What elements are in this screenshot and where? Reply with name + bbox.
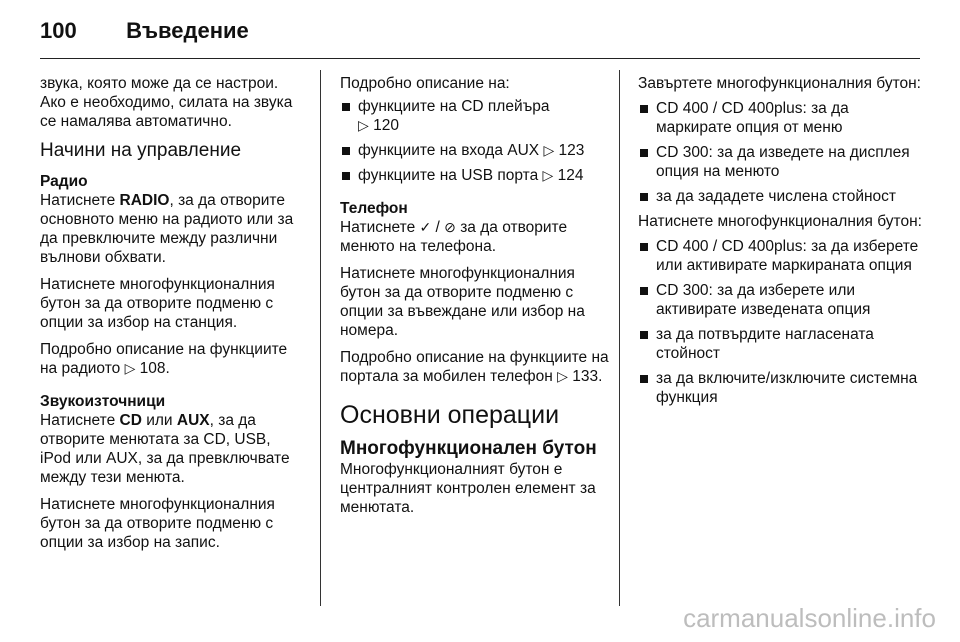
page-ref-arrow-icon: ▷ bbox=[542, 167, 554, 183]
key-aux: AUX bbox=[176, 412, 210, 429]
paragraph: Подробно описание на функциите на радиото ▷ 108. bbox=[40, 341, 288, 377]
page-ref[interactable]: 133. bbox=[572, 368, 603, 385]
subheading-sources: Звукоизточници bbox=[40, 393, 166, 410]
column-divider bbox=[320, 70, 321, 606]
header-divider bbox=[40, 58, 920, 59]
list-item: за да включите/изключите системна функция bbox=[638, 369, 923, 407]
subheading-multifunction: Многофункционален бутон bbox=[340, 438, 597, 459]
bullet-icon bbox=[640, 193, 648, 201]
phone-answer-icon: ✓ bbox=[419, 219, 432, 235]
bullet-icon bbox=[342, 103, 350, 111]
paragraph: Натиснете RADIO, за да отворите основното меню на радиото или за да превключите между различни вълнови обхвати. bbox=[40, 192, 294, 266]
section-heading: Начини на управление bbox=[40, 140, 242, 161]
list-item: CD 400 / CD 400plus: за да маркирате опция от меню bbox=[638, 99, 923, 137]
list-item: CD 300: за да изведете на дисплея опция на менюто bbox=[638, 143, 923, 181]
page-ref-arrow-icon: ▷ bbox=[358, 117, 369, 133]
page-ref[interactable]: 123 bbox=[558, 142, 585, 159]
column-divider bbox=[619, 70, 620, 606]
press-list bbox=[638, 237, 923, 407]
paragraph: Завъртете многофункционалния бутон: bbox=[638, 75, 921, 92]
page-ref-arrow-icon: ▷ bbox=[543, 142, 555, 158]
paragraph: Подробно описание на: bbox=[340, 75, 510, 92]
page-ref-arrow-icon: ▷ bbox=[557, 368, 568, 384]
paragraph: Подробно описание на функциите на портала за мобилен телефон ▷ 133. bbox=[340, 349, 609, 385]
bullet-icon bbox=[342, 172, 350, 180]
paragraph: Натиснете многофункционалния бутон за да отворите подменю с опции за въвеждане или избор на номера. bbox=[340, 265, 585, 339]
list-item: CD 400 / CD 400plus: за да изберете или активирате маркираната опция bbox=[638, 237, 923, 275]
bullet-icon bbox=[640, 331, 648, 339]
list-item: за да потвърдите нагласената стойност bbox=[638, 325, 923, 363]
bullet-icon bbox=[640, 243, 648, 251]
list-item: CD 300: за да изберете или активирате изведената опция bbox=[638, 281, 923, 319]
phone-hangup-icon: ⊘ bbox=[444, 219, 456, 235]
paragraph: Многофункционалният бутон е централният контролен елемент за менютата. bbox=[340, 461, 596, 516]
bullet-icon bbox=[640, 287, 648, 295]
bullet-icon bbox=[342, 147, 350, 155]
column-1 bbox=[40, 74, 305, 560]
list-item: за да зададете числена стойност bbox=[638, 187, 923, 206]
key-radio: RADIO bbox=[119, 192, 170, 209]
page-header bbox=[40, 18, 249, 44]
column-2 bbox=[340, 74, 610, 525]
subheading-phone: Телефон bbox=[340, 200, 408, 217]
page-ref[interactable]: 108. bbox=[139, 360, 170, 377]
page-title: Въведение bbox=[126, 18, 249, 43]
column-3 bbox=[638, 74, 923, 413]
page-ref[interactable]: 120 bbox=[373, 117, 399, 134]
paragraph: Натиснете CD или AUX, за да отворите менютата за CD, USB, iPod или AUX, за да превключвате между тези менюта. bbox=[40, 412, 290, 486]
subheading-radio: Радио bbox=[40, 173, 88, 190]
page-ref[interactable]: 124 bbox=[557, 167, 584, 184]
watermark: carmanualsonline.info bbox=[683, 603, 936, 633]
paragraph: Натиснете многофункционалния бутон за да отворите подменю с опции за избор на станция. bbox=[40, 276, 275, 331]
section-heading-main: Основни операции bbox=[340, 401, 560, 429]
bullet-icon bbox=[640, 149, 648, 157]
page-ref-arrow-icon: ▷ bbox=[124, 360, 136, 376]
paragraph: Натиснете многофункционалния бутон: bbox=[638, 213, 922, 230]
bullet-icon bbox=[640, 375, 648, 383]
function-list bbox=[340, 97, 610, 185]
list-item: функциите на CD плейъра ▷ 120 bbox=[340, 97, 610, 135]
list-item: функциите на входа AUX ▷ 123 bbox=[340, 141, 610, 160]
paragraph: звука, която може да се настрои. Ако е необходимо, силата на звука се намалява автоматично. bbox=[40, 75, 293, 130]
paragraph: Натиснете многофункционалния бутон за да отворите подменю с опции за избор на запис. bbox=[40, 496, 275, 551]
rotate-list bbox=[638, 99, 923, 206]
bullet-icon bbox=[640, 105, 648, 113]
page-number: 100 bbox=[40, 18, 77, 43]
key-cd: CD bbox=[119, 412, 142, 429]
paragraph: Натиснете ✓ / ⊘ за да отворите менюто на телефона. bbox=[340, 219, 568, 255]
list-item: функциите на USB порта ▷ 124 bbox=[340, 166, 610, 185]
